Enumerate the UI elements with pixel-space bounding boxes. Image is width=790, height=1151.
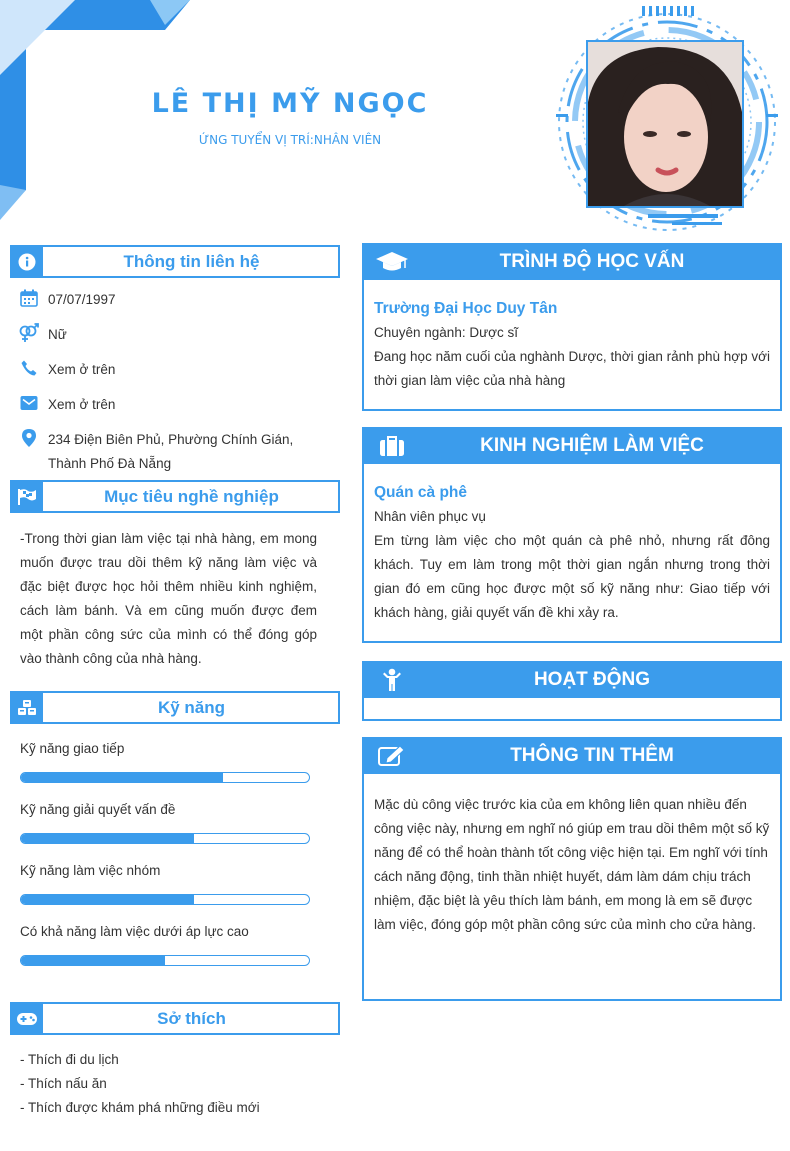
contact-section-header <box>10 245 340 278</box>
experience-detail: Em từng làm việc cho một quán cà phê nhỏ, nhưng rất đông khách. Tuy em làm trong một thời gian ngắn nhưng trong thời gian đó em cũng học được một số kỹ năng như: Giao tiếp với khách hàng, giải quyết vấn đề khi xảy ra. <box>374 533 770 620</box>
skill-bar-fill <box>21 773 223 782</box>
birthdate-text: 07/07/1997 <box>48 292 116 307</box>
gender-text: Nữ <box>48 327 67 342</box>
flag-icon <box>10 480 43 513</box>
activities-header <box>362 661 782 698</box>
objective-title: Mục tiêu nghề nghiệp <box>104 487 279 506</box>
email-text[interactable]: Xem ở trên <box>48 397 116 412</box>
skill-bar <box>20 955 310 966</box>
gender-icon <box>18 323 40 343</box>
skill-bar-fill <box>21 895 194 904</box>
experience-header <box>362 427 782 464</box>
skill-label: Kỹ năng giải quyết vấn đề <box>20 802 176 817</box>
hobbies-section-header <box>10 1002 340 1035</box>
phone-icon <box>18 358 40 378</box>
skill-bar <box>20 833 310 844</box>
email-icon <box>18 393 40 413</box>
skills-section-header <box>10 691 340 724</box>
education-title: TRÌNH ĐỘ HỌC VẤN <box>499 251 685 272</box>
skill-bar <box>20 772 310 783</box>
extra-info-title: THÔNG TIN THÊM <box>510 745 674 766</box>
phone-text[interactable]: Xem ở trên <box>48 362 116 377</box>
experience-title: KINH NGHIỆM LÀM VIỆC <box>480 435 704 456</box>
address-line1: 234 Điện Biên Phủ, Phường Chính Gián, <box>48 432 294 447</box>
address-line2: Thành Phố Đà Nẵng <box>48 456 172 471</box>
objective-text: -Trong thời gian làm việc tại nhà hàng, em mong muốn được trau dồi thêm kỹ năng làm việc và đặc biệt được học hỏi thêm nhiều kinh nghiệm, cách làm bánh. Và em cũng muốn được đem một phần công sức của mình có thể đóng góp vào thành công của nhà hàng. <box>20 531 317 666</box>
major-text: Chuyên ngành: Dược sĩ <box>374 325 518 340</box>
skill-bar <box>20 894 310 905</box>
calendar-icon <box>18 288 40 308</box>
activities-title: HOẠT ĐỘNG <box>533 669 651 690</box>
hobbies-title: Sở thích <box>157 1009 226 1028</box>
objective-section-header <box>10 480 340 513</box>
education-detail: Đang học năm cuối của nghành Dược, thời gian rảnh phù hợp với thời gian làm việc của nhà hàng <box>374 349 770 388</box>
job-role: Nhân viên phục vụ <box>374 509 486 524</box>
gamepad-icon <box>10 1002 43 1035</box>
education-body <box>374 297 770 393</box>
hobby-item: - Thích được khám phá những điều mới <box>20 1100 260 1115</box>
skill-label: Kỹ năng giao tiếp <box>20 741 125 756</box>
school-name: Trường Đại Học Duy Tân <box>374 300 558 317</box>
skill-label: Kỹ năng làm việc nhóm <box>20 863 161 878</box>
company-name: Quán cà phê <box>374 484 468 501</box>
skill-label: Có khả năng làm việc dưới áp lực cao <box>20 924 249 939</box>
info-icon <box>10 245 43 278</box>
profile-photo <box>586 40 744 208</box>
extra-info-header <box>362 737 782 774</box>
location-icon <box>18 428 40 448</box>
contact-title: Thông tin liên hệ <box>123 252 260 271</box>
hobby-item: - Thích đi du lịch <box>20 1052 119 1067</box>
education-section <box>362 243 782 411</box>
applied-position: ỨNG TUYỂN VỊ TRÍ:NHÂN VIÊN <box>198 133 382 147</box>
experience-section <box>362 427 782 643</box>
experience-body <box>374 481 770 625</box>
cubes-icon <box>10 691 43 724</box>
hobby-item: - Thích nấu ăn <box>20 1076 107 1091</box>
candidate-name: LÊ THỊ MỸ NGỌC <box>151 88 429 119</box>
skill-bar-fill <box>21 834 194 843</box>
activities-section <box>362 661 782 721</box>
extra-info-section <box>362 737 782 1001</box>
skill-bar-fill <box>21 956 165 965</box>
skills-title: Kỹ năng <box>157 698 226 717</box>
education-header <box>362 243 782 280</box>
extra-info-text: Mặc dù công việc trước kia của em không liên quan nhiều đến công việc này, nhưng em nghĩ nó giúp em trau dồi thêm một số kỹ năng để có thể hoàn thành tốt công việc hiện tại. Em nghĩ với tính cách năng động, tinh thần nhiệt huyết, dám làm dám chịu trách nhiệm, đặc biệt là yêu thích làm bánh, em mong là em sẽ được làm việc, đóng góp một phần công sức của mình cho cửa hàng. <box>374 797 770 932</box>
